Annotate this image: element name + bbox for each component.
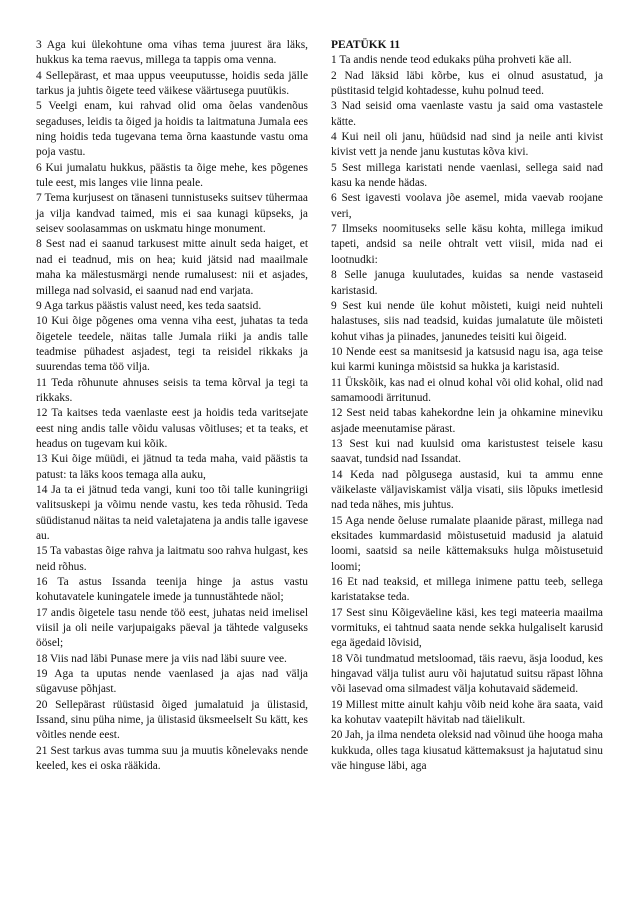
verse: 5 Veelgi enam, kui rahvad olid oma õelas vandenõus segaduses, leidis ta õiged ja hoidis ta laitmatuna Jumala ees ning hoidis teda tugevana tema õrna kaastunde vastu oma poja vastu. [36,100,308,159]
verse: 6 Sest igavesti voolava jõe asemel, mida vaevab roojane veri, [331,192,603,220]
verse: 2 Nad läksid läbi kõrbe, kus ei olnud asustatud, ja püstitasid telgid kohtadesse, kuhu polnud teed. [331,69,603,98]
chapter-heading: PEATÜKK 11 [331,39,401,51]
verse: 16 Ta astus Issanda teenija hinge ja astus vastu kohutavatele kuningatele imede ja tunnustähtede näol; [36,576,308,604]
verse: 8 Selle januga kuulutades, kuidas sa nende vastaseid karistasid. [331,269,603,297]
verse: 17 andis õigetele tasu nende töö eest, juhatas neid imelisel viisil ja oli neile varjupaigaks päeval ja tähtede valguseks öösel; [36,606,308,650]
verse: 18 Viis nad läbi Punase mere ja viis nad läbi suure vee. [36,652,287,665]
verse: 3 Nad seisid oma vaenlaste vastu ja said oma vastastele kätte. [331,100,603,128]
verse: 20 Jah, ja ilma nendeta oleksid nad võinud ühe hooga maha kukkuda, olles taga kiusatud kättemaksust ja hajutatud sinu väe hinguse läbi, aga [331,729,603,773]
verse: 13 Kui õige müüdi, ei jätnud ta teda maha, vaid päästis ta patust: ta läks koos temaga alla auku, [36,453,308,481]
verse: 16 Et nad teaksid, et millega inimene pattu teeb, sellega karistatakse teda. [331,576,603,604]
verse: 10 Kui õige põgenes oma venna viha eest, juhatas ta teda õigetele teedele, näitas talle Jumala riiki ja andis talle teadmise pühadest asjadest, tegi ta reisidel rikkaks ja suurendas tema töö vilja. [36,315,308,374]
verse: 13 Sest kui nad kuulsid oma karistustest teisele kasu saavat, tundsid nad Issandat. [331,437,603,466]
verse: 9 Sest kui nende üle kohut mõisteti, kuigi neid nuhteli halastuses, siis nad teadsid, kuidas jumalatute üle mõisteti kohut vihas ja piinades, janunedes teisiti kui õigeid. [331,299,603,343]
verse: 19 Millest mitte ainult kahju võib neid kohe ära saata, vaid ka kohutav vaatepilt hävitab nad täielikult. [331,698,603,727]
verse: 7 Tema kurjusest on tänaseni tunnistuseks suitsev tühermaa ja vilja kandvad taimed, mis ei saa kunagi küpseks, ja seisev soolasammas on uskmatu hinge monument. [36,192,308,236]
verse: 11 Teda rõhunute ahnuses seisis ta tema kõrval ja tegi ta rikkaks. [36,376,308,404]
verse: 11 Ükskõik, kas nad ei olnud kohal või olid kohal, olid nad samamoodi ärritunud. [331,376,603,404]
verse: 21 Sest tarkus avas tumma suu ja muutis kõnelevaks nende keeled, kes ei oska rääkida. [36,744,308,773]
left-column [36,38,308,838]
verse: 1 Ta andis nende teod edukaks püha prohveti käe all. [331,54,572,67]
verse: 19 Aga ta uputas nende vaenlased ja ajas nad välja sügavuse põhjast. [36,668,308,696]
verse: 14 Keda nad põlgusega austasid, kui ta ammu enne väikelaste väljaviskamist välja visati, siis lõpuks imetlesid nad teda nähes, mis juhtus. [331,468,603,512]
verse: 3 Aga kui ülekohtune oma vihas tema juurest ära läks, hukkus ka tema raevus, millega ta tappis oma venna. [36,39,308,67]
verse: 7 Ilmseks noomituseks selle käsu kohta, millega imikud tapeti, andsid sa neile ohtralt vett viisil, mida nad ei lootnudki: [331,223,603,266]
verse: 18 Või tundmatud metsloomad, täis raevu, äsja loodud, kes hingavad välja tulist auru või hajutatud suitsu räpast lõhna või lasevad oma silmadest välja kohutavaid sädemeid. [331,652,603,696]
verse: 15 Aga nende õeluse rumalate plaanide pärast, millega nad eksitades kummardasid mõistusetuid madusid ja alatuid loomi, saatsid sa neile kättemaksuks hulga mõistusetuid loomi; [331,514,603,573]
verse: 6 Kui jumalatu hukkus, päästis ta õige mehe, kes põgenes tule eest, mis langes viie linna peale. [36,161,308,190]
verse: 5 Sest millega karistati nende vaenlasi, sellega said nad kasu ka nende hädas. [331,161,603,190]
right-column [331,38,603,838]
verse: 4 Kui neil oli janu, hüüdsid nad sind ja neile anti kivist kivist vett ja nende janu kustutas kõva kivi. [331,131,603,159]
verse: 10 Nende eest sa manitsesid ja katsusid nagu isa, aga teise kui karmi kuninga mõistsid sa hukka ja karistasid. [331,345,603,374]
verse: 20 Sellepärast rüüstasid õiged jumalatuid ja ülistasid, Issand, sinu püha nime, ja ülistasid üksmeelselt Su kätt, kes võitles nende eest. [36,698,308,742]
verse: 12 Ta kaitses teda vaenlaste eest ja hoidis teda varitsejate eest ning andis talle võidu valusas võitluses; et ta teaks, et headus on tugevam kui kõik. [36,407,308,450]
verse: 8 Sest nad ei saanud tarkusest mitte ainult seda haiget, et nad ei teadnud, mis on hea; kuid jätsid nad maailmale maha ka mälestusmärgi nende rumalusest: nii et asjades, millega nad solvasid, ei saanud nad end varjata. [36,238,308,297]
document-page [36,38,603,838]
verse: 12 Sest neid tabas kahekordne lein ja ohkamine mineviku asjade meenutamise pärast. [331,407,603,435]
verse: 14 Ja ta ei jätnud teda vangi, kuni too tõi talle kuningriigi valitsuskepi ja võimu nende vastu, kes teda rõhusid. Teda süüdistanud näitas ta neid valetajatena ja andis talle igavese au. [36,483,309,542]
verse: 9 Aga tarkus päästis valust need, kes teda saatsid. [36,299,262,312]
verse: 15 Ta vabastas õige rahva ja laitmatu soo rahva hulgast, kes neid rõhus. [36,545,308,573]
verse: 17 Sest sinu Kõigeväeline käsi, kes tegi mateeria maailma vormituks, ei tahtnud saata nende sekka hulgaliselt karusid ega ägedaid lõvisid, [331,606,603,650]
verse: 4 Sellepärast, et maa uppus veeuputusse, hoidis seda jälle tarkus ja juhtis õigete teed väikese väärtusega puutükis. [36,69,308,98]
